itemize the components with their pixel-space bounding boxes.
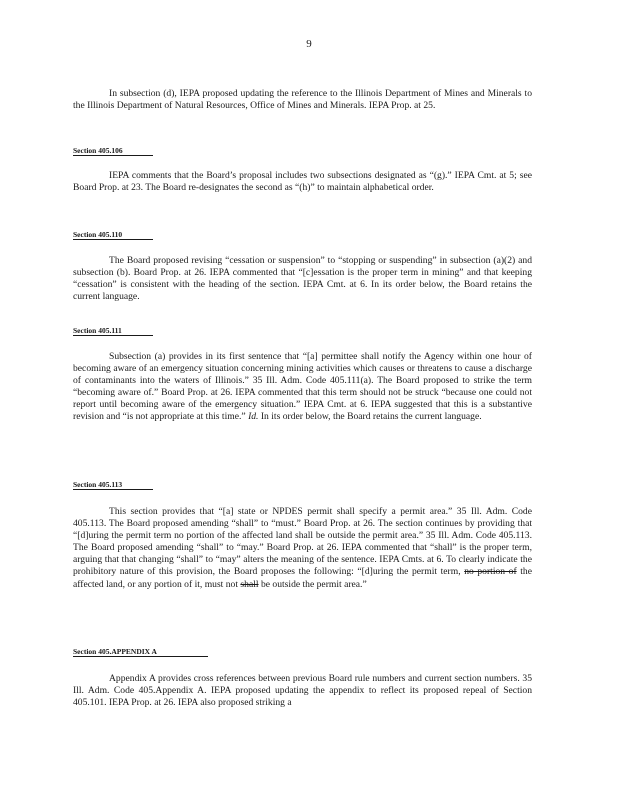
section-heading-405-111: Section 405.111 [73, 326, 153, 336]
paragraph-405-113 [73, 506, 532, 591]
paragraph-405-113-text-b: the affected land, or any portion of it, must not [73, 566, 532, 590]
page-number: 9 [306, 38, 312, 50]
section-heading-405-106: Section 405.106 [73, 146, 153, 156]
paragraph-intro: In subsection (d), IEPA proposed updating the reference to the Illinois Department of Mines and Minerals to the Illinois Department of Natural Resources, Office of Mines and Minerals. IEPA Prop. at 25. [73, 88, 532, 112]
paragraph-405-appendix-a: Appendix A provides cross references between previous Board rule numbers and current section numbers. 35 Ill. Adm. Code 405.Appendix A. IEPA proposed updating the appendix to reflect its proposed repeal of Section 405.101. IEPA Prop. at 26. IEPA also proposed striking a [73, 673, 532, 709]
id-citation: Id. [248, 411, 259, 423]
paragraph-405-111-tail: In its order below, the Board retains the current language. [260, 411, 482, 423]
paragraph-405-113-text-a: This section provides that “[a] state or NPDES permit shall specify a permit area.” 35 Ill. Adm. Code 405.113. The Board proposed amending “shall” to “must.” Board Prop. at 26. The section continues by providing that “[d]uring the permit term no portion of the affected land shall be outside the permit area.” 35 Ill. Adm. Code 405.113. The Board proposed amending “shall” to “may.” Board Prop. at 26. IEPA commented that “shall” is the proper term, arguing that that changing “shall” to “may” alters the meaning of the sentence. IEPA Cmts. at 6. To clearly indicate the prohibitory nature of this provision, the Board proposes the following: “[d]uring the permit term, [73, 506, 532, 578]
struck-text-no-portion: no portion of [464, 566, 517, 578]
struck-text-shall: shall [240, 578, 259, 590]
section-heading-405-110: Section 405.110 [73, 230, 153, 240]
paragraph-405-113-text-c: be outside the permit area.” [260, 578, 367, 590]
paragraph-405-110: The Board proposed revising “cessation or suspension” to “stopping or suspending” in subsection (a)(2) and subsection (b). Board Prop. at 26. IEPA commented that “[c]essation is the proper term in mining” and that keeping “cessation” is consistent with the heading of the section. IEPA Cmt. at 6. In its order below, the Board retains the current language. [73, 255, 532, 303]
section-heading-405-appendix-a: Section 405.APPENDIX A [73, 647, 208, 657]
paragraph-405-106: IEPA comments that the Board’s proposal includes two subsections designated as “(g).” IEPA Cmt. at 5; see Board Prop. at 23. The Board re-designates the second as “(h)” to maintain alphabetical order. [73, 170, 532, 194]
section-heading-405-113: Section 405.113 [73, 480, 153, 490]
paragraph-405-111-text: Subsection (a) provides in its first sentence that “[a] permittee shall notify the Agency within one hour of becoming aware of an emergency situation concerning mining activities which causes or threatens to cause a discharge of contaminants into the waters of Illinois.” 35 Ill. Adm. Code 405.111(a). The Board proposed to strike the term “becoming aware of.” Board Prop. at 26. IEPA commented that this term should not be struck “because one could not report until becoming aware of the emergency situation.” IEPA Cmt. at 6. IEPA suggested that this is a substantive revision and “is not appropriate at this time.” [73, 351, 532, 423]
paragraph-405-111 [73, 351, 532, 424]
